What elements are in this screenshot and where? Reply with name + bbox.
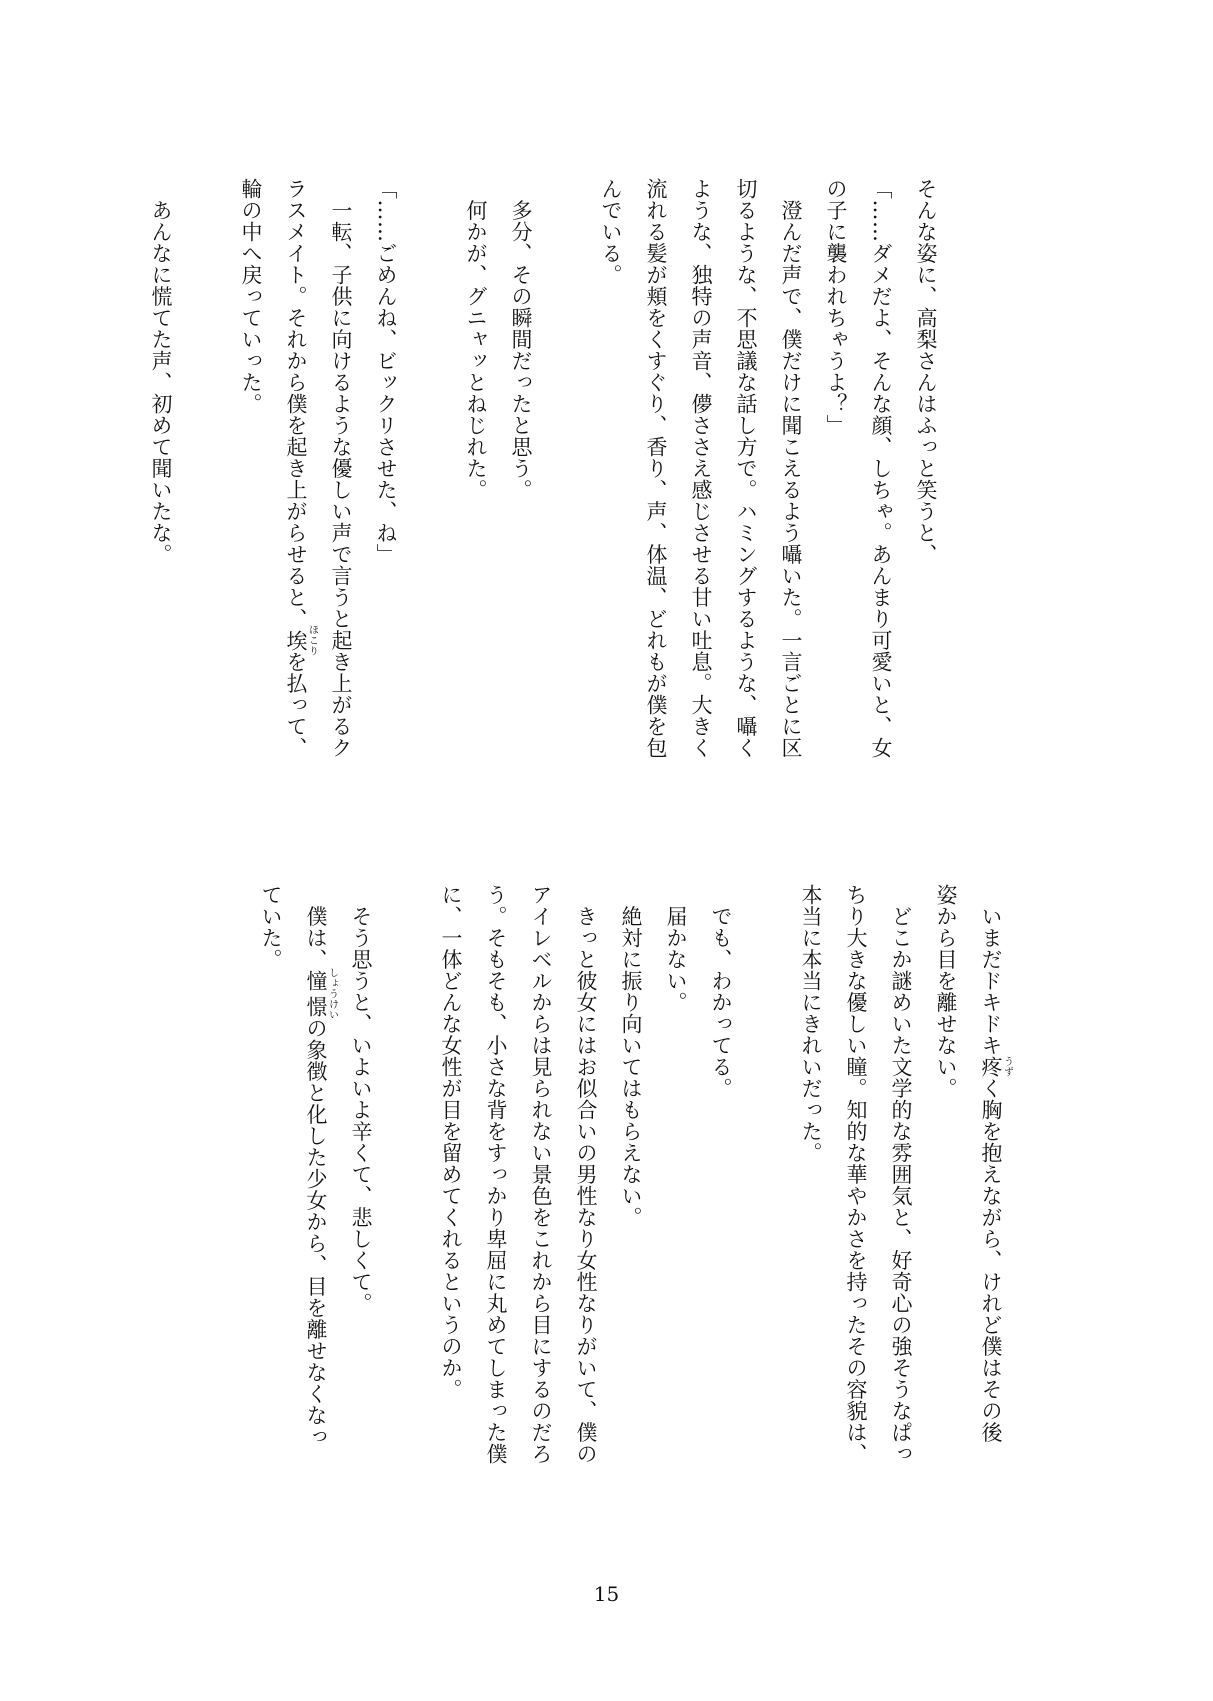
text-line: 届かない。 — [664, 884, 688, 1013]
text-line: 輪の中へ戻っていった。 — [239, 178, 263, 415]
text-segment: を払って、 — [284, 651, 308, 759]
text-line: んでいる。 — [599, 178, 623, 286]
text-segment: ラスメイト。それから僕を起き上がらせると、 — [284, 178, 308, 630]
text-segment: いまだドキドキ — [979, 884, 1003, 1056]
page-number: 15 — [593, 1582, 620, 1606]
text-line: そんな姿に、高梨さんはふっと笑うと、 — [914, 178, 938, 565]
blank-line — [743, 884, 788, 1564]
ruby-reading: うず — [1001, 1056, 1013, 1078]
text-line: ちり大きな優しい瞳。知的な華やかさを持ったその容貌は、 — [844, 884, 868, 1465]
ruby-reading: しょうけい — [326, 967, 338, 1021]
blank-line — [183, 178, 228, 858]
text-line: 「……ダメだよ、そんな顔、しちゃ。あんまり可愛いと、女 — [869, 178, 893, 759]
blank-line — [408, 178, 453, 858]
text-line: 多分、その瞬間だったと思う。 — [509, 178, 533, 501]
ruby-word — [284, 624, 318, 656]
text-line: きっと彼女にはお似合いの男性なり女性なりがいて、僕の — [574, 884, 598, 1465]
text-line: ような、独特の声音、儚ささえ感じさせる甘い吐息。大きく — [689, 178, 713, 759]
ruby-base: 疼 — [979, 1056, 1003, 1078]
blank-line — [383, 884, 428, 1564]
text-line-with-ruby — [293, 884, 338, 1564]
text-line: の子に襲われちゃうよ？」 — [824, 178, 848, 436]
text-line: 一転、子供に向けるような優しい声で言うと起き上がるク — [329, 178, 353, 759]
text-line: う。そもそも、小さな背をすっかり卑屈に丸めてしまった僕 — [484, 884, 508, 1465]
upper-text-block — [138, 178, 948, 858]
text-line: ていた。 — [259, 884, 283, 970]
ruby-base: 埃 — [284, 624, 308, 656]
text-segment: 僕は、 — [304, 884, 328, 970]
text-line: 姿から目を離せない。 — [934, 884, 958, 1099]
text-line: 澄んだ声で、僕だけに聞こえるよう囁いた。一言ごとに区 — [779, 178, 803, 759]
text-line: 切るような、不思議な話し方で。ハミングするような、囁く — [734, 178, 758, 759]
text-line: 絶対に振り向いてはもらえない。 — [619, 884, 643, 1228]
text-line: 流れる髪が頬をくすぐり、香り、声、体温、どれもが僕を包 — [644, 178, 668, 759]
ruby-word — [979, 1056, 1013, 1078]
text-line: でも、わかってる。 — [709, 884, 733, 1099]
text-line: 「……ごめんね、ビックリさせた、ね」 — [374, 178, 398, 565]
text-line: そう思うと、いよいよ辛くて、悲しくて。 — [349, 884, 373, 1314]
ruby-base: 憧憬 — [304, 967, 328, 1021]
text-line: アイレベルからは見られない景色をこれから目にするのだろ — [529, 884, 553, 1465]
text-line: に、一体どんな女性が目を留めてくれるというのか。 — [439, 884, 463, 1400]
ruby-reading: ほこり — [306, 624, 318, 656]
text-line-with-ruby — [273, 178, 318, 858]
text-line: 何かが、グニャッとねじれた。 — [464, 178, 488, 501]
text-segment: の象徴と化した少女から、目を離せなくなっ — [304, 1017, 328, 1448]
text-segment: く胸を抱えながら、けれど僕はその後 — [979, 1077, 1003, 1443]
text-line: どこか謎めいた文学的な雰囲気と、好奇心の強そうなぱっ — [889, 884, 913, 1465]
ruby-word — [304, 967, 338, 1021]
text-line-with-ruby — [968, 884, 1013, 1564]
lower-text-block — [248, 884, 1013, 1564]
text-line: あんなに慌てた声、初めて聞いたな。 — [149, 178, 173, 565]
blank-line — [543, 178, 588, 858]
text-line: 本当に本当にきれいだった。 — [799, 884, 823, 1164]
